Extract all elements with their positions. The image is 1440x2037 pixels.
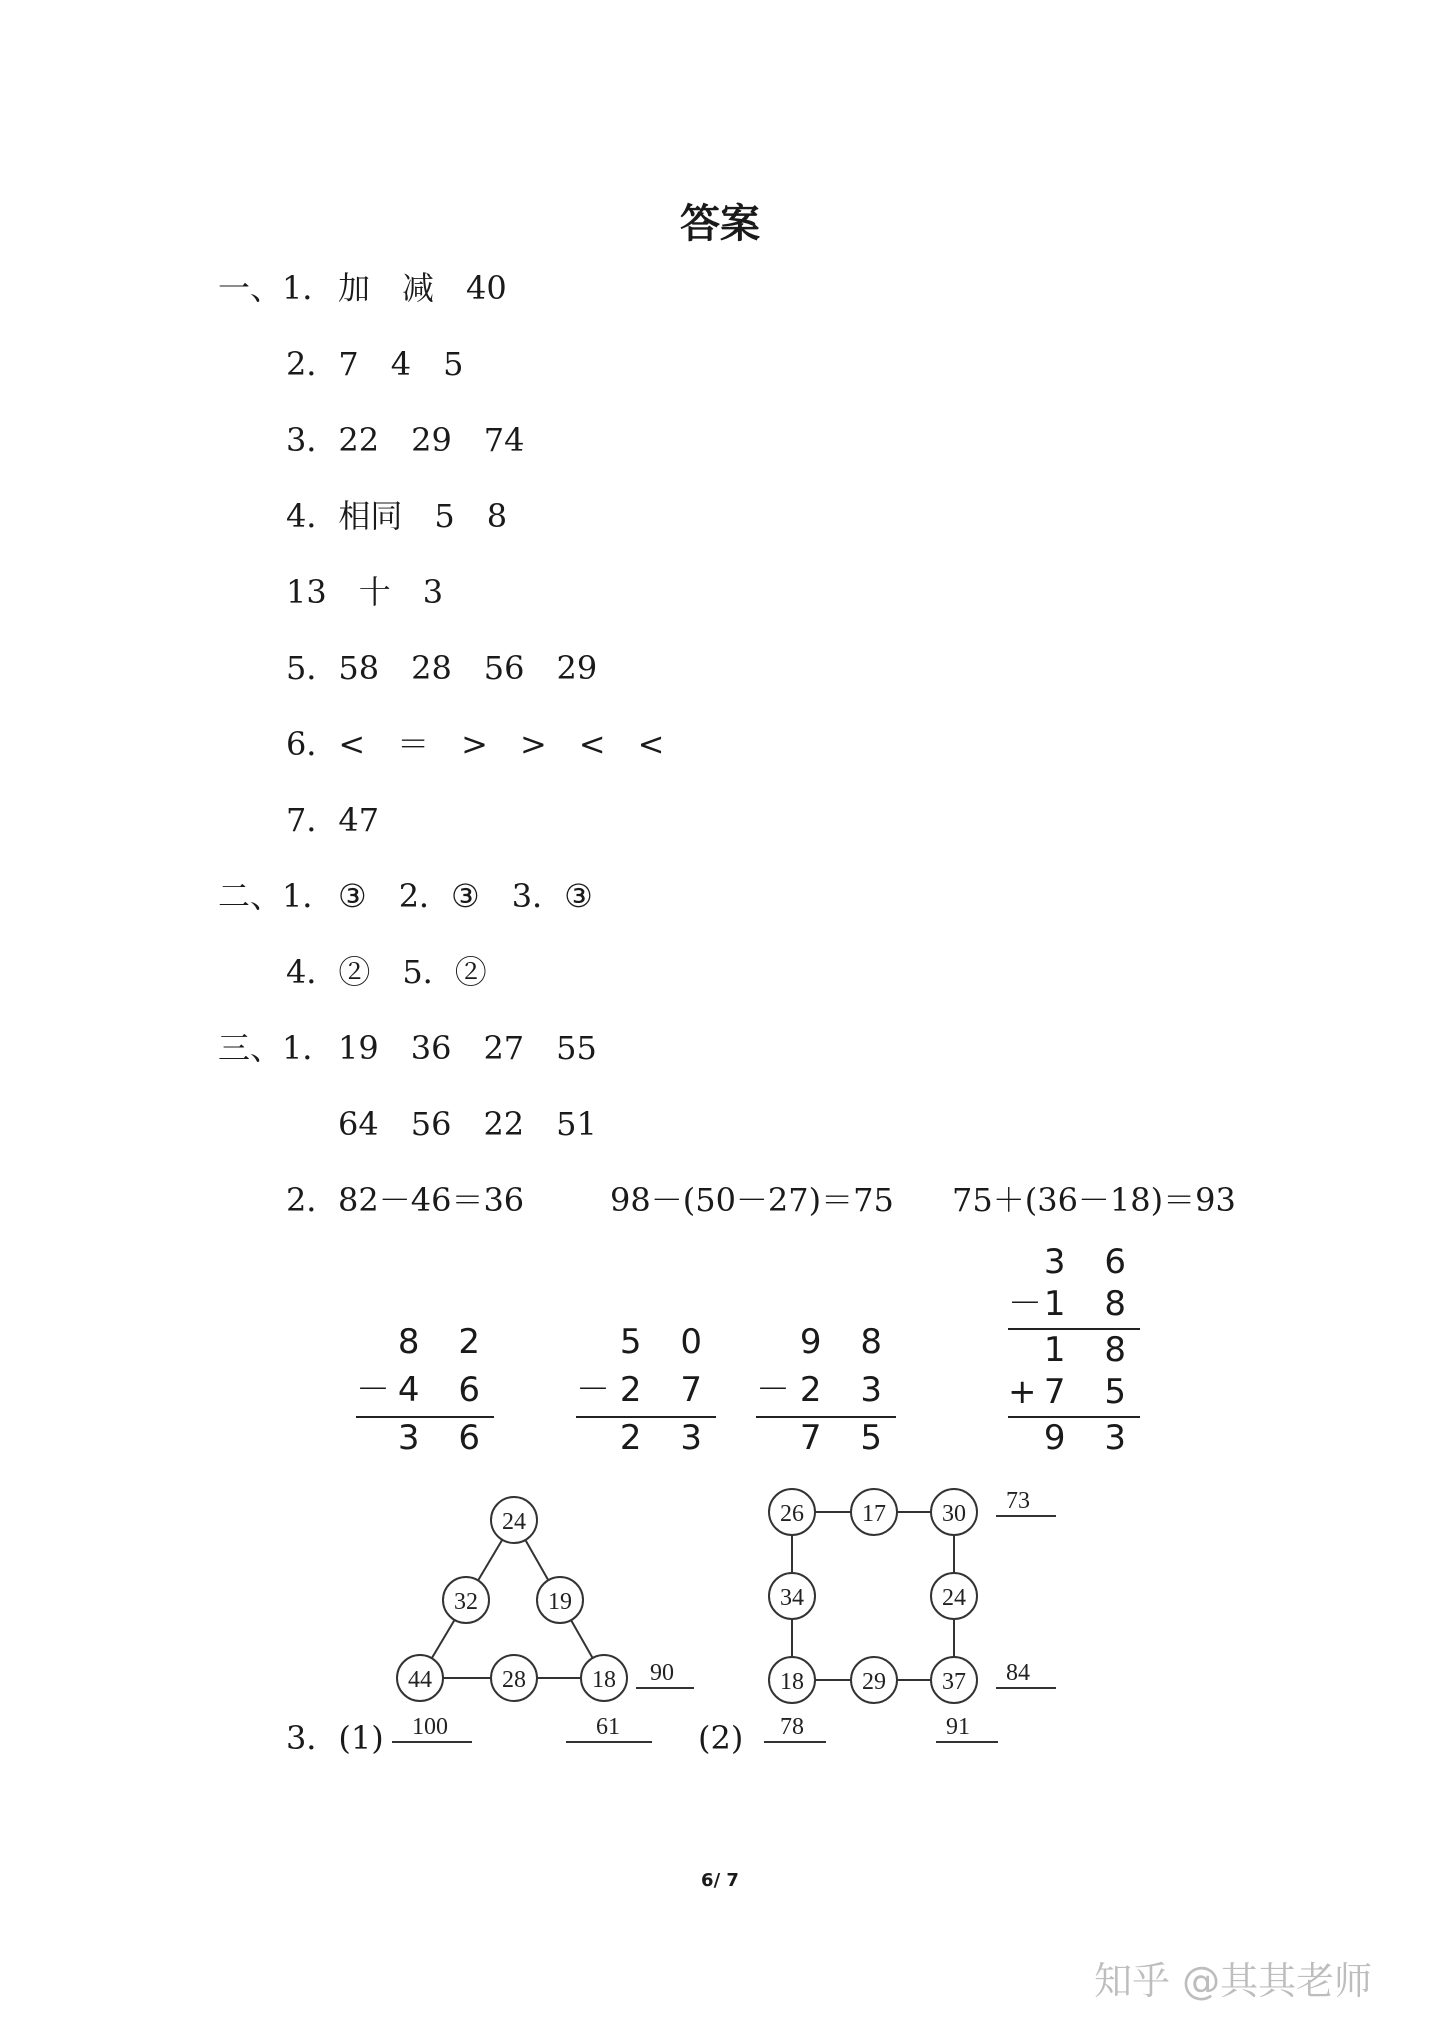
square-top-sum [996, 1488, 1056, 1516]
vcalc-addend: 7 5 [1043, 1372, 1140, 1412]
vcalc-subtrahend: 1 8 [1043, 1284, 1140, 1324]
node-value: 34 [780, 1585, 804, 1611]
square-node-mid-left [769, 1573, 815, 1619]
q3-1-answer-b [566, 1714, 652, 1742]
vcalc-top: 8 2 [397, 1322, 494, 1362]
square-node-bottom-mid [851, 1657, 897, 1703]
sum-value: 90 [650, 1660, 674, 1686]
page-number: 6/ 7 [701, 1870, 739, 1891]
square-node-bottom-left [769, 1657, 815, 1703]
node-value: 28 [502, 1667, 526, 1693]
triangle-node-left-mid [443, 1577, 489, 1623]
vcalc-subtrahend: 2 7 [619, 1370, 716, 1410]
node-value: 18 [780, 1669, 804, 1695]
vcalc-operator: － [1008, 1284, 1042, 1324]
page-title: 答案 [680, 201, 760, 247]
answer-1-1: 加 减 40 [338, 269, 507, 307]
node-value: 26 [780, 1501, 804, 1527]
vcalc-result: 9 3 [1043, 1418, 1140, 1458]
node-value: 30 [942, 1501, 966, 1527]
triangle-node-right-mid [537, 1577, 583, 1623]
vcalc-subtrahend: 2 3 [799, 1370, 896, 1410]
answer-2-line1: ③ 2．③ 3．③ [338, 877, 593, 915]
watermark: 知乎 @其其老师 [1094, 1959, 1373, 2003]
node-value: 19 [548, 1589, 572, 1615]
sum-value: 84 [1006, 1660, 1030, 1686]
node-value: 37 [942, 1669, 966, 1695]
answer-1-2: 2．7 4 5 [286, 345, 464, 383]
node-value: 24 [502, 1509, 526, 1535]
q3-2-answer-b [936, 1714, 998, 1742]
answer-1-3: 3．22 29 74 [286, 421, 525, 459]
answer-3-3-label: 3．(1) [286, 1719, 384, 1757]
square-node-top-right [931, 1489, 977, 1535]
square-node-mid-right [931, 1573, 977, 1619]
answer-2-line2: 4．② 5．② [286, 953, 487, 991]
equation-2: 98－(50－27)＝75 [610, 1181, 894, 1219]
node-value: 44 [408, 1667, 432, 1693]
answer-value: 100 [412, 1714, 448, 1740]
answer-3-1-row2: 64 56 22 51 [338, 1105, 597, 1143]
node-value: 29 [862, 1669, 886, 1695]
node-value: 17 [862, 1501, 886, 1527]
vcalc-operator-plus: + [1008, 1372, 1037, 1412]
vcalc-result: 7 5 [799, 1418, 896, 1458]
square-edges [792, 1512, 954, 1680]
triangle-node-bottom-left [397, 1655, 443, 1701]
vcalc-result: 2 3 [619, 1418, 716, 1458]
answer-1-4: 4．相同 5 8 [286, 497, 508, 535]
answer-3-3-part2-label: (2) [698, 1719, 744, 1757]
vcalc-operator: － [756, 1370, 790, 1410]
triangle-node-bottom-mid [491, 1655, 537, 1701]
answer-3-2-label: 2． [286, 1181, 339, 1219]
q3-2-answer-a [764, 1714, 826, 1742]
square-node-bottom-right [931, 1657, 977, 1703]
answer-1-4-continued: 13 十 3 [286, 573, 444, 611]
triangle-node-bottom-right [581, 1655, 627, 1701]
square-node-top-mid [851, 1489, 897, 1535]
vcalc-intermediate: 1 8 [1043, 1330, 1140, 1370]
vcalc-operator: － [356, 1370, 390, 1410]
node-value: 24 [942, 1585, 966, 1611]
answer-value: 78 [780, 1714, 804, 1740]
triangle-side-sum [636, 1660, 694, 1688]
vcalc-subtrahend: 4 6 [397, 1370, 494, 1410]
answer-1-6: 6．< ＝ > > < < [286, 725, 665, 763]
equation-3: 75＋(36－18)＝93 [952, 1181, 1236, 1219]
vcalc-result: 3 6 [397, 1418, 494, 1458]
answer-value: 61 [596, 1714, 620, 1740]
section-1-heading: 一、1． [218, 269, 335, 307]
section-3-heading: 三、1． [218, 1029, 335, 1067]
answer-value: 91 [946, 1714, 970, 1740]
equation-1: 82－46＝36 [338, 1181, 525, 1219]
vcalc-top: 3 6 [1043, 1242, 1140, 1282]
node-value: 18 [592, 1667, 616, 1693]
q3-1-answer-a [392, 1714, 472, 1742]
triangle-node-top [491, 1497, 537, 1543]
square-node-top-left [769, 1489, 815, 1535]
node-value: 32 [454, 1589, 478, 1615]
square-bottom-sum [996, 1660, 1056, 1688]
vcalc-top: 5 0 [619, 1322, 716, 1362]
vcalc-top: 9 8 [799, 1322, 896, 1362]
answer-1-7: 7．47 [286, 801, 380, 839]
section-2-heading: 二、1． [218, 877, 335, 915]
answer-1-5: 5．58 28 56 29 [286, 649, 598, 687]
sum-value: 73 [1006, 1488, 1030, 1514]
answer-3-1-row1: 19 36 27 55 [338, 1029, 597, 1067]
vcalc-operator: － [576, 1370, 610, 1410]
